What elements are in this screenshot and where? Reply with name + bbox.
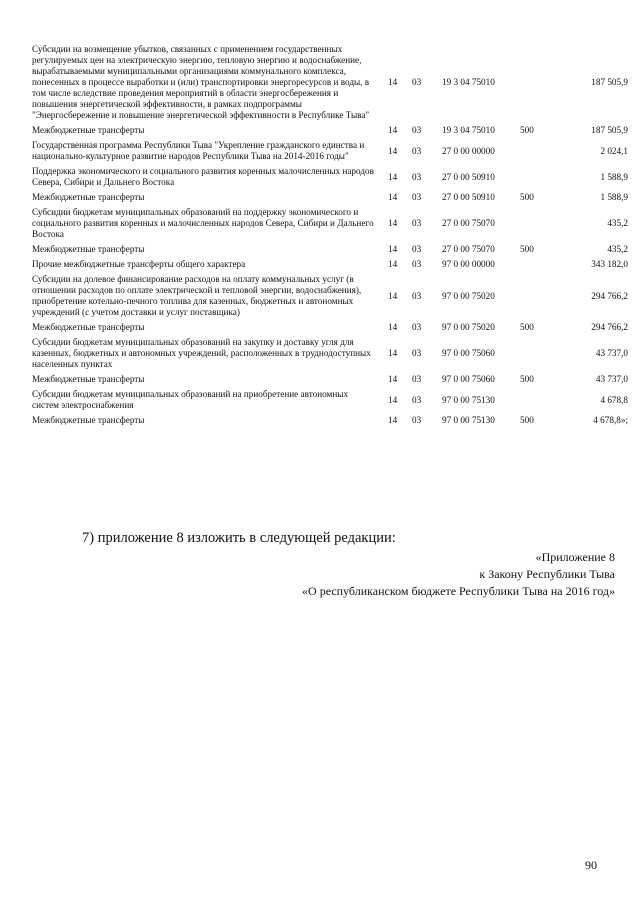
row-expense-type	[520, 207, 558, 244]
row-section: 14	[388, 192, 398, 202]
row-amount: 187 505,9	[591, 125, 628, 135]
row-target-article: 19 3 04 75010	[442, 125, 495, 135]
row-amount: 1 588,9	[600, 192, 628, 202]
page-number: 90	[585, 858, 597, 872]
row-expense-type	[520, 166, 558, 192]
table-row	[32, 415, 628, 430]
row-section: 14	[388, 244, 398, 254]
budget-table	[32, 44, 628, 430]
row-amount: 2 024,1	[600, 145, 628, 156]
row-amount: 343 182,0	[591, 259, 628, 269]
row-name: Поддержка экономического и социального развития коренных малочисленных народов Севера, Сибири и Дальнего Востока	[32, 166, 374, 187]
row-name: Межбюджетные трансферты	[32, 374, 145, 384]
row-expense-type: 500	[520, 125, 534, 135]
row-name: Межбюджетные трансферты	[32, 192, 145, 202]
row-amount: 294 766,2	[591, 322, 628, 332]
row-target-article: 27 0 00 75070	[442, 218, 495, 228]
row-section: 14	[388, 348, 398, 358]
table-row	[32, 140, 628, 166]
row-target-article: 27 0 00 50910	[442, 192, 495, 202]
row-section: 14	[388, 125, 398, 135]
row-subsection: 03	[412, 322, 422, 332]
row-name: Прочие межбюджетные трансферты общего характера	[32, 259, 246, 269]
row-section: 14	[388, 171, 398, 182]
row-subsection: 03	[412, 259, 422, 269]
row-expense-type	[520, 389, 558, 415]
row-name: Субсидии на возмещение убытков, связанных с применением государственных регулируемых цен на электрическую энергию, тепловую энергию и водоснабжение, вырабатываемыми муниципальными организациями коммунального комплекса, понесенных в процессе выработки и (или) транспортировки энергоресурсов и воды, в том числе вследствие проведения мероприятий в области энергосбережения и повышения энергетической эффективности, в рамках подпрограммы "Энергосбережение и повышение энергетической эффективности в Республике Тыва"	[32, 44, 370, 120]
row-name: Межбюджетные трансферты	[32, 125, 145, 135]
row-target-article: 97 0 00 75130	[442, 415, 495, 425]
table-row	[32, 259, 628, 274]
row-name: Государственная программа Республики Тыва "Укрепление гражданского единства и национально-культурное развитие народов Республики Тыва на 2014-2016 годы"	[32, 140, 365, 161]
row-target-article: 27 0 00 75070	[442, 244, 495, 254]
row-section: 14	[388, 290, 398, 301]
row-section: 14	[388, 77, 398, 87]
row-subsection: 03	[412, 171, 422, 182]
appendix-header	[302, 549, 615, 600]
row-expense-type: 500	[520, 192, 534, 202]
row-name: Субсидии бюджетам муниципальных образований на приобретение автономных систем электроснабжения	[32, 389, 349, 410]
row-subsection: 03	[412, 77, 422, 87]
table-row	[32, 192, 628, 207]
row-target-article: 97 0 00 75130	[442, 394, 495, 405]
row-subsection: 03	[412, 415, 422, 425]
row-subsection: 03	[412, 348, 422, 358]
table-row	[32, 125, 628, 140]
row-amount: 294 766,2	[591, 290, 628, 301]
row-subsection: 03	[412, 192, 422, 202]
row-expense-type: 500	[520, 415, 534, 425]
row-subsection: 03	[412, 145, 422, 156]
row-name: Субсидии бюджетам муниципальных образований на поддержку экономического и социального развития коренных и малочисленных народов Севера, Сибири и Дальнего Востока	[32, 207, 374, 239]
table-row	[32, 207, 628, 244]
row-subsection: 03	[412, 394, 422, 405]
row-expense-type	[520, 44, 558, 125]
row-target-article: 27 0 00 00000	[442, 145, 495, 156]
row-target-article: 97 0 00 75020	[442, 290, 495, 301]
row-name: Межбюджетные трансферты	[32, 322, 145, 332]
row-expense-type: 500	[520, 244, 534, 254]
row-section: 14	[388, 374, 398, 384]
row-expense-type	[520, 274, 558, 322]
row-name: Межбюджетные трансферты	[32, 244, 145, 254]
row-target-article: 27 0 00 50910	[442, 171, 495, 182]
row-target-article: 97 0 00 75060	[442, 348, 495, 358]
appendix-line-2: к Закону Республики Тыва	[479, 567, 615, 581]
row-section: 14	[388, 415, 398, 425]
row-name: Субсидии на долевое финансирование расходов на оплату коммунальных услуг (в отношении расходов по оплате электрической и тепловой энергии, водоснабжения), приобретение котельно-печного топлива для казенных, бюджетных и автономных учреждений (с учетом доставки и услуг поставщика)	[32, 274, 362, 317]
row-target-article: 97 0 00 75020	[442, 322, 495, 332]
row-expense-type	[520, 337, 558, 374]
row-subsection: 03	[412, 244, 422, 254]
table-row	[32, 44, 628, 125]
row-amount: 435,2	[607, 218, 628, 228]
row-section: 14	[388, 394, 398, 405]
table-row	[32, 389, 628, 415]
row-expense-type: 500	[520, 322, 534, 332]
row-amount: 1 588,9	[600, 171, 628, 182]
table-row	[32, 166, 628, 192]
row-name: Субсидии бюджетам муниципальных образований на закупку и доставку угля для казенных, бюджетных и автономных учреждений, расположенных в труднодоступных населенных пунктах	[32, 337, 371, 369]
row-target-article: 97 0 00 00000	[442, 259, 495, 269]
row-section: 14	[388, 322, 398, 332]
row-section: 14	[388, 259, 398, 269]
row-subsection: 03	[412, 218, 422, 228]
appendix-line-3: «О республиканском бюджете Республики Тыва на 2016 год»	[302, 584, 615, 598]
row-target-article: 19 3 04 75010	[442, 77, 495, 87]
row-expense-type: 500	[520, 374, 534, 384]
row-expense-type	[520, 259, 558, 274]
row-amount: 4 678,8»;	[593, 415, 628, 425]
table-row	[32, 244, 628, 259]
row-section: 14	[388, 145, 398, 156]
row-amount: 43 737,0	[595, 348, 628, 358]
row-amount: 43 737,0	[595, 374, 628, 384]
row-subsection: 03	[412, 290, 422, 301]
row-name: Межбюджетные трансферты	[32, 415, 145, 425]
row-amount: 187 505,9	[591, 77, 628, 87]
row-subsection: 03	[412, 125, 422, 135]
table-row	[32, 337, 628, 374]
row-expense-type	[520, 140, 558, 166]
budget-table-body	[32, 44, 628, 430]
table-row	[32, 374, 628, 389]
row-amount: 435,2	[607, 244, 628, 254]
table-row	[32, 274, 628, 322]
appendix-line-1: «Приложение 8	[535, 550, 615, 564]
row-amount: 4 678,8	[600, 394, 628, 405]
row-target-article: 97 0 00 75060	[442, 374, 495, 384]
amendment-text: 7) приложение 8 изложить в следующей редакции:	[82, 530, 396, 546]
row-section: 14	[388, 218, 398, 228]
row-subsection: 03	[412, 374, 422, 384]
table-row	[32, 322, 628, 337]
